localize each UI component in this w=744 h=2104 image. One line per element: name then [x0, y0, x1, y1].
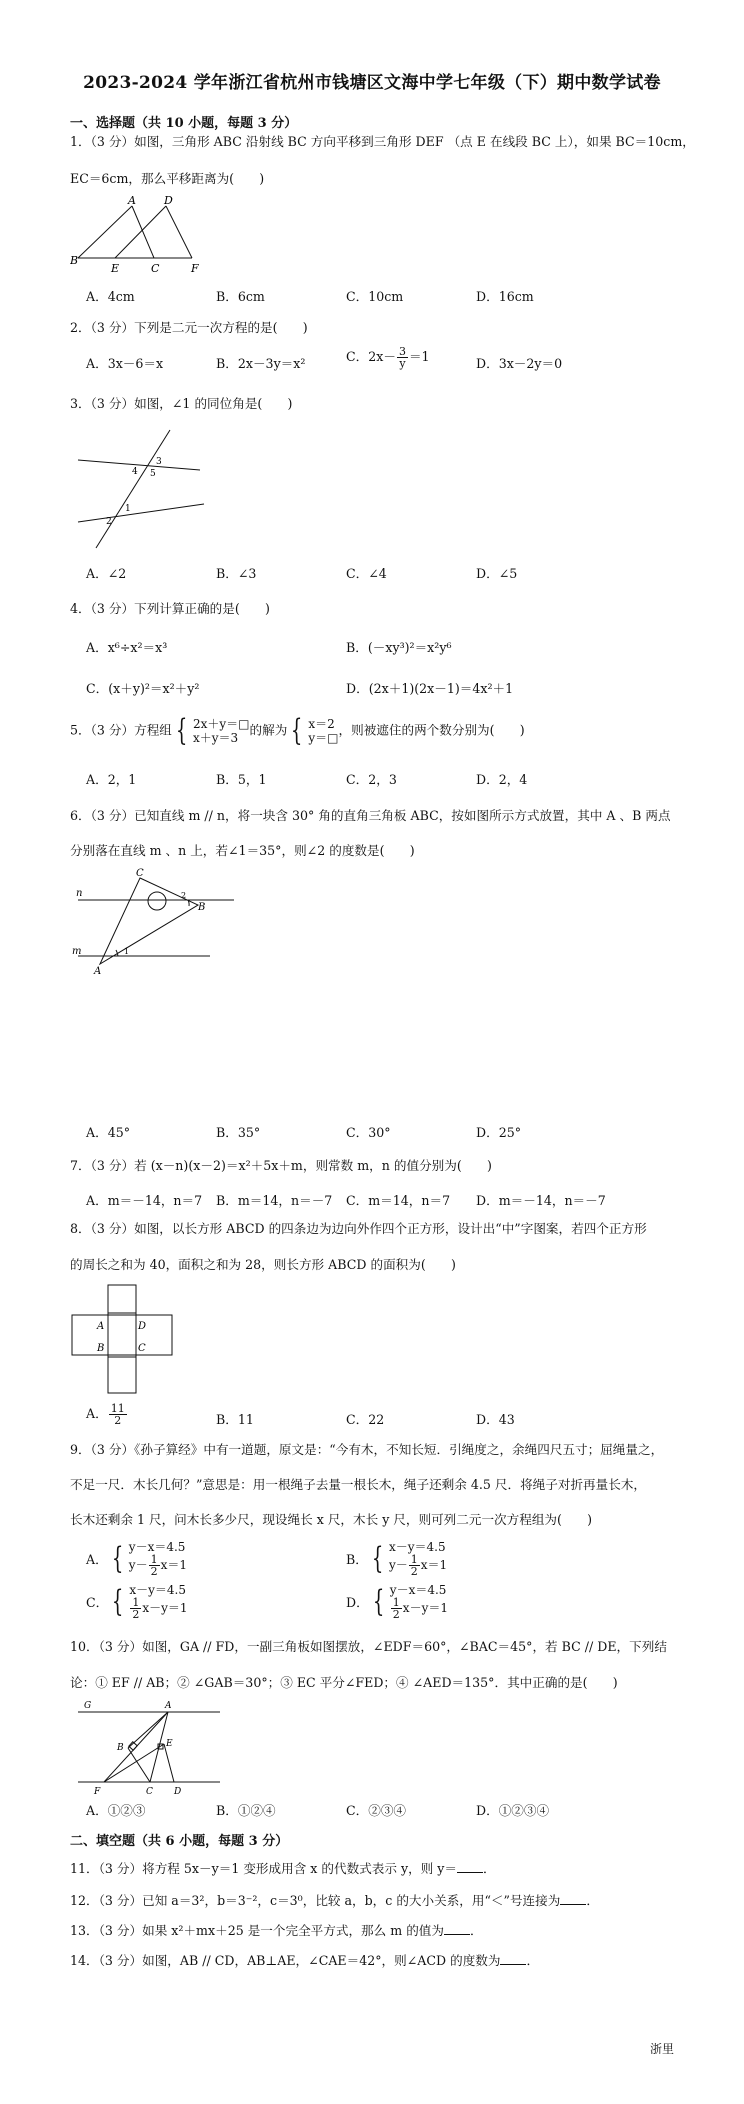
- q2-option-c-head: C．2x－: [346, 349, 396, 364]
- exam-title: 2023-2024 学年浙江省杭州市钱塘区文海中学七年级（下）期中数学试卷: [83, 73, 661, 93]
- q10-label-e: E: [166, 1739, 173, 1749]
- q9-option-b: [346, 1540, 447, 1577]
- q9-c-half: [130, 1597, 141, 1620]
- q5-suffix: ，则被遮住的两个数分别为( ): [338, 722, 525, 738]
- q3-label-3: 3: [156, 457, 162, 467]
- q8-option-c: C．22: [346, 1412, 385, 1427]
- q1-label-b: B: [70, 254, 79, 267]
- q9-a-brace: {: [111, 1540, 123, 1576]
- q8-figure-zhong-pattern: [70, 1283, 180, 1395]
- q5-brace-right: {: [291, 713, 303, 748]
- q10-label-b: B: [117, 1743, 124, 1753]
- q5-brace-left: {: [175, 713, 188, 748]
- section-choice-heading: 一、选择题（共 10 小题，每题 3 分）: [70, 116, 298, 131]
- q5-sol2: y＝□: [308, 731, 339, 745]
- q2-option-c-tail: ＝1: [408, 349, 430, 364]
- q4-option-c: C．(x＋y)²＝x²＋y²: [86, 681, 200, 696]
- q3-option-a: A．∠2: [86, 566, 127, 581]
- q14-text: [70, 1950, 539, 1969]
- q6-label-angle1: 1: [124, 947, 130, 956]
- q6-option-b: B．35°: [216, 1125, 261, 1140]
- q5-option-a: A．2，1: [86, 772, 137, 787]
- q5-middle: 的解为: [249, 722, 288, 738]
- q2-text: 2．（3 分）下列是二元一次方程的是( ): [70, 320, 308, 335]
- q5-text: [70, 713, 525, 748]
- q9-c-half-num: 1: [132, 1596, 140, 1609]
- q8-a-denominator: 2: [114, 1414, 122, 1427]
- q1-option-a: A．4cm: [86, 289, 135, 304]
- q6-label-n: n: [76, 888, 83, 899]
- q8-label-a: A: [97, 1321, 105, 1332]
- q9-option-a: [86, 1540, 187, 1577]
- q10-label-f: F: [94, 1787, 101, 1797]
- q9-c-eq1: x－y＝4.5: [129, 1583, 186, 1597]
- q4-option-a: A．x⁶÷x²＝x³: [86, 640, 168, 655]
- page-footer: 浙里: [649, 2042, 674, 2056]
- q9-a-label: A．: [86, 1552, 108, 1567]
- q9-text-line3: 长木还剩余 1 尺，问木长多少尺，现设绳长 x 尺，木长 y 尺，则可列二元一次方程组为( ): [70, 1512, 593, 1527]
- q7-option-b: B．m＝14，n＝－7: [216, 1193, 333, 1208]
- q10-option-d: D．①②③④: [476, 1803, 550, 1818]
- q9-b-brace: {: [371, 1540, 384, 1576]
- q12-body: 12．（3 分）已知 a＝3²，b＝3⁻²，c＝3⁰，比较 a，b，c 的大小关系，用“＜”号连接为: [70, 1893, 561, 1908]
- q10-option-a: A．①②③: [86, 1803, 146, 1818]
- q10-label-a: A: [165, 1701, 172, 1711]
- q2-c-numerator: 3: [398, 345, 406, 358]
- q8-option-b: B．11: [216, 1412, 254, 1427]
- q4-option-b: B．(－xy³)²＝x²y⁶: [346, 640, 452, 655]
- q3-label-4: 4: [132, 467, 138, 477]
- q8-option-a-fraction: [109, 1403, 127, 1426]
- q10-option-b: B．①②④: [216, 1803, 276, 1818]
- q6-label-c: C: [136, 868, 144, 879]
- q3-label-1: 1: [125, 504, 131, 514]
- q8-label-d: D: [138, 1321, 147, 1332]
- q9-a-eq2-tail: x＝1: [160, 1558, 187, 1572]
- q10-label-g: G: [84, 1701, 92, 1711]
- q10-figure-triangle-boards: [70, 1698, 230, 1798]
- q5-eq2: x＋y＝3: [192, 731, 239, 745]
- q7-option-d: D．m＝－14，n＝－7: [476, 1193, 606, 1208]
- q9-text-line2: 不足一尺．木长几何？”意思是：用一根绳子去量一根长木，绳子还剩余 4.5 尺．将绳子对折再量长木，: [70, 1477, 647, 1492]
- q4-text: 4．（3 分）下列计算正确的是( ): [70, 601, 270, 616]
- q3-text: 3．（3 分）如图，∠1 的同位角是( ): [70, 396, 293, 411]
- q1-label-f: F: [191, 262, 199, 275]
- q1-label-c: C: [151, 262, 160, 275]
- q9-c-label: C．: [86, 1595, 109, 1610]
- q2-option-c-fraction: [397, 346, 408, 369]
- q3-label-5: 5: [150, 469, 156, 479]
- q5-system: [172, 713, 250, 748]
- q1-option-c: C．10cm: [346, 289, 404, 304]
- q5-option-b: B．5，1: [216, 772, 267, 787]
- q6-text-line1: 6．（3 分）已知直线 m // n，将一块含 30° 角的直角三角板 ABC，按如图所示方式放置，其中 A 、B 两点: [70, 808, 671, 823]
- q3-option-c: C．∠4: [346, 566, 387, 581]
- q10-option-c: C．②③④: [346, 1803, 407, 1818]
- q13-body: 13．（3 分）如果 x²＋mx＋25 是一个完全平方式，那么 m 的值为: [70, 1923, 444, 1938]
- q9-d-half: [391, 1597, 402, 1620]
- q9-a-half-den: 2: [150, 1565, 158, 1578]
- q11-body: 11．（3 分）将方程 5x－y＝1 变形成用含 x 的代数式表示 y，则 y＝: [70, 1861, 457, 1876]
- q6-option-a: A．45°: [86, 1125, 131, 1140]
- q11-answer-blank[interactable]: [457, 1872, 483, 1873]
- q11-period: ．: [483, 1861, 496, 1876]
- q9-a-half-num: 1: [150, 1553, 158, 1566]
- q2-option-d: D．3x－2y＝0: [476, 356, 563, 371]
- q9-c-brace: {: [112, 1583, 124, 1619]
- q2-option-b: B．2x－3y＝x²: [216, 356, 306, 371]
- q6-option-d: D．25°: [476, 1125, 522, 1140]
- q6-label-angle2: 2: [181, 891, 187, 900]
- q9-b-eq1: x－y＝4.5: [388, 1540, 446, 1554]
- section-fill-heading: 二、填空题（共 6 小题，每题 3 分）: [70, 1834, 289, 1849]
- q9-b-half: [409, 1554, 420, 1577]
- q9-d-label: D．: [346, 1595, 369, 1610]
- q9-text-line1: 9．（3 分）《孙子算经》中有一道题，原文是：“今有木，不知长短．引绳度之，余绳四尺五寸；屈绳量之，: [70, 1442, 664, 1457]
- q1-text-line1: 1．（3 分）如图，三角形 ABC 沿射线 BC 方向平移到三角形 DEF （点 E 在线段 BC 上），如果 BC＝10cm，: [70, 134, 695, 149]
- q1-figure-translated-triangles: [70, 196, 200, 276]
- q1-text-line2: EC＝6cm，那么平移距离为( ): [70, 171, 265, 186]
- q8-text-line2: 的周长之和为 40，面积之和为 28，则长方形 ABCD 的面积为( ): [70, 1257, 456, 1272]
- q9-d-half-den: 2: [392, 1608, 400, 1621]
- q4-option-d: D．(2x＋1)(2x－1)＝4x²＋1: [346, 681, 514, 696]
- q8-text-line1: 8．（3 分）如图，以长方形 ABCD 的四条边为边向外作四个正方形，设计出“中”字图案，若四个正方形: [70, 1221, 647, 1236]
- q14-body: 14．（3 分）如图，AB // CD，AB⊥AE，∠CAE＝42°，则∠ACD 的度数为: [70, 1953, 501, 1968]
- q8-option-a-label: A．: [86, 1406, 108, 1421]
- q7-option-c: C．m＝14，n＝7: [346, 1193, 451, 1208]
- q10-text-line2: 论：① EF // AB；② ∠GAB＝30°；③ EC 平分∠FED；④ ∠AED＝135°．其中正确的是( ): [70, 1675, 618, 1690]
- q14-period: ．: [526, 1953, 540, 1968]
- q9-a-half: [149, 1554, 160, 1577]
- q1-option-b: B．6cm: [216, 289, 265, 304]
- q9-a-eq1: y－x＝4.5: [128, 1540, 186, 1554]
- q8-a-numerator: 11: [110, 1402, 125, 1415]
- q6-label-a: A: [94, 966, 102, 977]
- q11-text: [70, 1858, 496, 1877]
- q9-option-d: [346, 1583, 448, 1620]
- q8-label-b: B: [97, 1343, 105, 1354]
- q13-period: ．: [469, 1923, 483, 1938]
- q9-b-half-den: 2: [410, 1565, 418, 1578]
- q12-text: [70, 1890, 599, 1909]
- q5-option-d: D．2，4: [476, 772, 528, 787]
- q9-d-half-num: 1: [392, 1596, 400, 1609]
- q9-option-c: [86, 1583, 188, 1620]
- q2-option-c: [346, 346, 430, 369]
- q2-option-a: A．3x－6＝x: [86, 356, 164, 371]
- q3-label-2: 2: [106, 517, 112, 527]
- q7-text: 7．（3 分）若 (x－n)(x－2)＝x²＋5x＋m，则常数 m，n 的值分别为( ): [70, 1158, 492, 1173]
- q6-label-b: B: [198, 902, 206, 913]
- q9-d-eq1: y－x＝4.5: [389, 1583, 447, 1597]
- q6-text-line2: 分别落在直线 m 、n 上，若∠1＝35°，则∠2 的度数是( ): [70, 843, 415, 858]
- q2-c-denominator: y: [399, 357, 406, 370]
- q12-period: ．: [586, 1893, 599, 1908]
- q5-prefix: 5．（3 分）方程组: [70, 722, 172, 738]
- q9-b-eq2-head: y－: [388, 1558, 408, 1572]
- q9-b-eq2-tail: x＝1: [420, 1558, 448, 1572]
- q1-label-e: E: [111, 262, 120, 275]
- q7-option-a: A．m＝－14，n＝7: [86, 1193, 203, 1208]
- q6-figure-parallel-lines-triangle: [70, 868, 240, 978]
- q1-option-d: D．16cm: [476, 289, 534, 304]
- q3-option-d: D．∠5: [476, 566, 518, 581]
- q9-d-eq2-tail: x－y＝1: [402, 1601, 448, 1615]
- q3-option-b: B．∠3: [216, 566, 257, 581]
- q12-answer-blank[interactable]: [560, 1904, 586, 1905]
- q9-c-eq2-tail: x－y＝1: [142, 1601, 188, 1615]
- q5-option-c: C．2，3: [346, 772, 397, 787]
- q9-c-half-den: 2: [132, 1608, 140, 1621]
- q14-answer-blank[interactable]: [500, 1964, 526, 1965]
- q9-d-brace: {: [372, 1583, 384, 1619]
- q13-text: [70, 1920, 483, 1939]
- q10-label-c: C: [146, 1787, 153, 1797]
- q6-option-c: C．30°: [346, 1125, 391, 1140]
- q3-figure-intersecting-lines: [70, 422, 210, 552]
- q9-a-eq2-head: y－: [128, 1558, 148, 1572]
- q6-label-m: m: [72, 946, 82, 957]
- q5-eq1: 2x＋y＝□: [192, 717, 250, 731]
- q5-solution: [287, 713, 339, 748]
- q9-b-half-num: 1: [410, 1553, 418, 1566]
- q10-label-d: D: [174, 1787, 182, 1797]
- q1-label-d: D: [164, 196, 173, 207]
- q9-b-label: B．: [346, 1552, 368, 1567]
- q10-text-line1: 10．（3 分）如图，GA // FD，一副三角板如图摆放，∠EDF＝60°，∠BAC＝45°，若 BC // DE，下列结: [70, 1639, 667, 1654]
- q8-option-a: [86, 1403, 128, 1426]
- q13-answer-blank[interactable]: [444, 1934, 470, 1935]
- q1-label-a: A: [128, 196, 136, 207]
- q8-option-d: D．43: [476, 1412, 515, 1427]
- q8-label-c: C: [138, 1343, 146, 1354]
- q5-sol1: x＝2: [308, 717, 335, 731]
